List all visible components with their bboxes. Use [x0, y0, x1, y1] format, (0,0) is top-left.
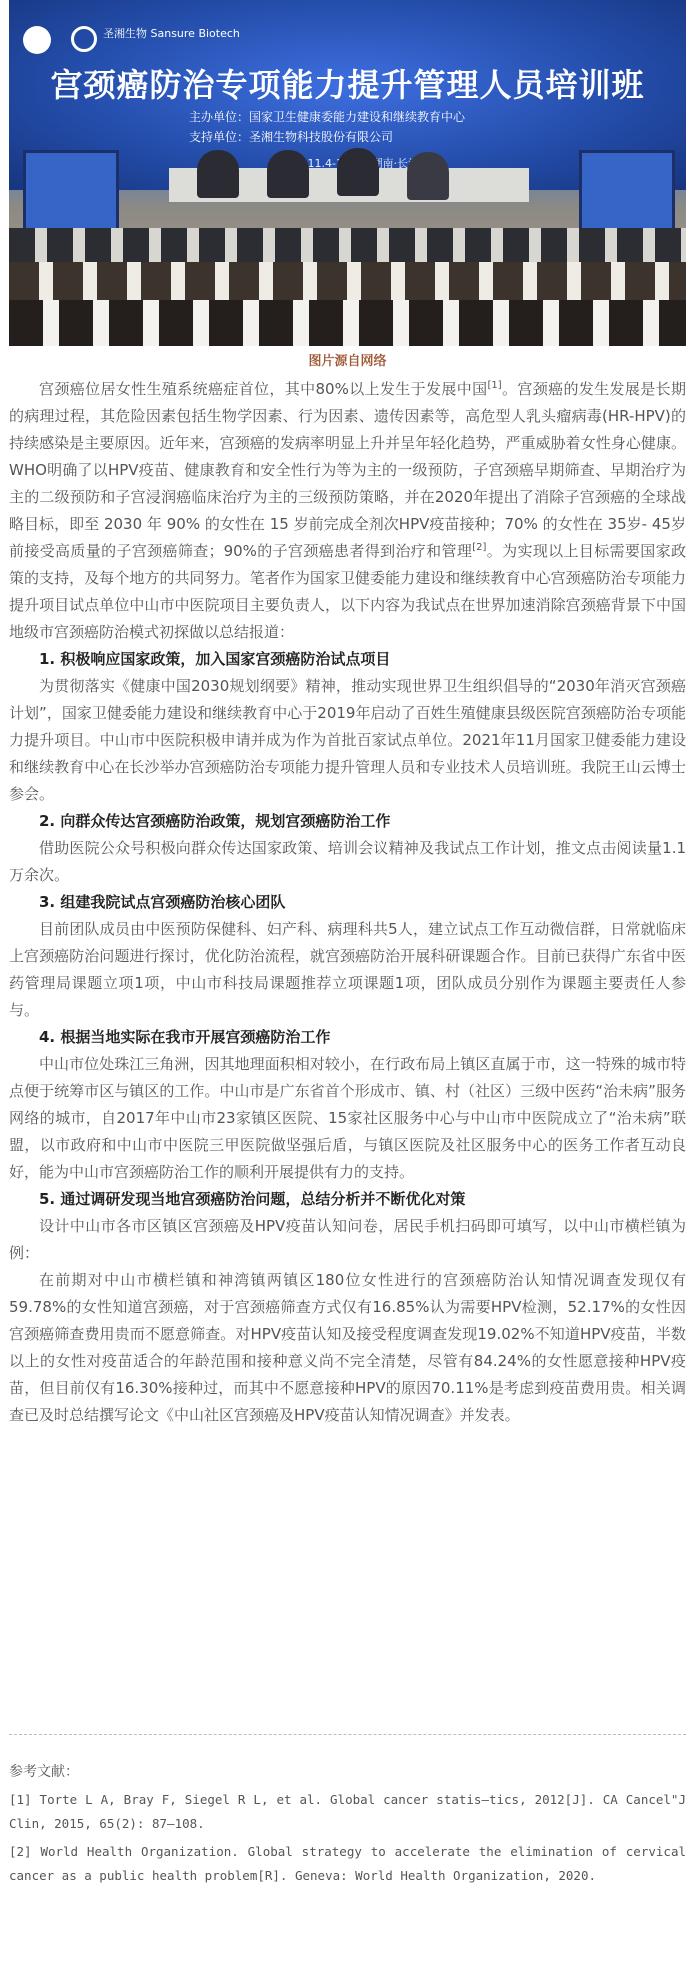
section-heading: 3. 组建我院试点宫颈癌防治核心团队: [39, 893, 286, 911]
article-body: [9, 376, 686, 1429]
sponsor-logo-text: 圣湘生物 Sansure Biotech: [103, 27, 240, 40]
body-paragraph: 在前期对中山市横栏镇和神湾镇两镇区180位女性进行的宫颈癌防治认知情况调查发现仅有59.78%的女性知道宫颈癌，对于宫颈癌筛查方式仅有16.85%认为需要HPV检测，52.17%的女性因宫颈癌筛查费用贵而不愿意筛查。对HPV疫苗认知及接受程度调查发现19.02%不知道HPV疫苗，半数以上的女性对疫苗适合的年龄范围和接种意义尚不完全清楚，尽管有84.24%的女性愿意接种HPV疫苗，但目前仅有16.30%接种过，而其中不愿意接种HPV的原因70.11%是考虑到疫苗费用贵。相关调查已及时总结撰写论文《中山社区宫颈癌及HPV疫苗认知情况调查》并发表。: [9, 1271, 686, 1424]
speaker: [337, 148, 379, 196]
banner-supporter: 支持单位：圣湘生物科技股份有限公司: [189, 130, 394, 144]
speaker: [197, 150, 239, 198]
speaker: [267, 150, 309, 198]
body-paragraph: 借助医院公众号积极向群众传达国家政策、培训会议精神及我试点工作计划，推文点击阅读量1.1万余次。: [9, 839, 686, 884]
section-heading: 4. 根据当地实际在我市开展宫颈癌防治工作: [39, 1028, 331, 1046]
training-photo: [9, 0, 686, 346]
body-paragraph: 目前团队成员由中医预防保健科、妇产科、病理科共5人，建立试点工作互动微信群，日常就临床上宫颈癌防治问题进行探讨，优化防治流程，就宫颈癌防治开展科研课题合作。目前已获得广东省中医药管理局课题立项1项，中山市科技局课题推荐立项课题1项，团队成员分别作为课题主要责任人参与。: [9, 920, 686, 1019]
emblem-icon: [23, 26, 51, 54]
references-title: 参考文献：: [9, 1764, 79, 1780]
reference-item: [1] Torte L A, Bray F, Siegel R L, et al. Global cancer statis—tics, 2012[J]. CA Cancel"J Clin, 2015, 65(2): 87—108.: [9, 1792, 686, 1831]
sansure-logo-icon: [71, 26, 97, 52]
body-paragraph: 为贯彻落实《健康中国2030规划纲要》精神，推动实现世界卫生组织倡导的“2030年消灭宫颈癌计划”，国家卫健委能力建设和继续教育中心于2019年启动了百姓生殖健康县级医院宫颈癌防治专项能力提升项目。中山市中医院积极申请并成为作为首批百家试点单位。2021年11月国家卫健委能力建设和继续教育中心在长沙举办宫颈癌防治专项能力提升管理人员和专业技术人员培训班。我院王山云博士参会。: [9, 677, 686, 803]
section-heading: 1. 积极响应国家政策，加入国家宫颈癌防治试点项目: [39, 650, 391, 668]
audience-row: [9, 262, 686, 302]
banner-title: 宫颈癌防治专项能力提升管理人员培训班: [50, 66, 645, 104]
reference-item: [2] World Health Organization. Global strategy to accelerate the elimination of cervical cancer as a public health problem[R]. Geneva: World Health Organization, 2020.: [9, 1844, 686, 1883]
body-paragraph: 中山市位处珠江三角洲，因其地理面积相对较小，在行政布局上镇区直属于市，这一特殊的城市特点便于统筹市区与镇区的工作。中山市是广东省首个形成市、镇、村（社区）三级中医药“治未病”服务网络的城市，自2017年中山市23家镇区医院、15家社区服务中心与中山市中医院成立了“治未病”联盟，以市政府和中山市中医院三甲医院做坚强后盾，与镇区医院及社区服务中心的医务工作者互动良好，能为中山市宫颈癌防治工作的顺利开展提供有力的支持。: [9, 1055, 686, 1181]
banner-date: 2020.11.4-11.6 湖南·长沙: [276, 157, 419, 170]
references: [9, 1760, 686, 1892]
intro-paragraph: 宫颈癌位居女性生殖系统癌症首位，其中80%以上发生于发展中国[1]。宫颈癌的发生发展是长期的病理过程，其危险因素包括生物学因素、行为因素、遗传因素等，高危型人乳头瘤病毒(HR-HPV)的持续感染是主要原因。近年来，宫颈癌的发病率明显上升并呈年轻化趋势，严重威胁着女性身心健康。WHO明确了以HPV疫苗、健康教育和安全性行为等为主的一级预防，子宫颈癌早期筛查、早期治疗为主的二级预防和子宫浸润癌临床治疗为主的三级预防策略，并在2020年提出了消除子宫颈癌的全球战略目标，即至 2030 年 90% 的女性在 15 岁前完成全剂次HPV疫苗接种；70% 的女性在 35岁- 45岁前接受高质量的子宫颈癌筛查；90%的子宫颈癌患者得到治疗和管理[2]。为实现以上目标需要国家政策的支持，及每个地方的共同努力。笔者作为国家卫健委能力建设和继续教育中心宫颈癌防治专项能力提升项目试点单位中山市中医院项目主要负责人，以下内容为我试点在世界加速消除宫颈癌背景下中国地级市宫颈癌防治模式初探做以总结报道：: [9, 380, 686, 641]
banner-organizer: 主办单位：国家卫生健康委能力建设和继续教育中心: [189, 110, 466, 124]
section-heading: 2. 向群众传达宫颈癌防治政策，规划宫颈癌防治工作: [39, 812, 391, 830]
body-paragraph: 设计中山市各市区镇区宫颈癌及HPV疫苗认知问卷，居民手机扫码即可填写，以中山市横栏镇为例：: [9, 1217, 686, 1262]
section-heading: 5. 通过调研发现当地宫颈癌防治问题，总结分析并不断优化对策: [39, 1190, 466, 1208]
photo-caption: 图片源自网络: [308, 354, 387, 369]
section-divider: [9, 1734, 686, 1735]
audience-row: [9, 300, 686, 346]
speaker: [407, 152, 449, 200]
